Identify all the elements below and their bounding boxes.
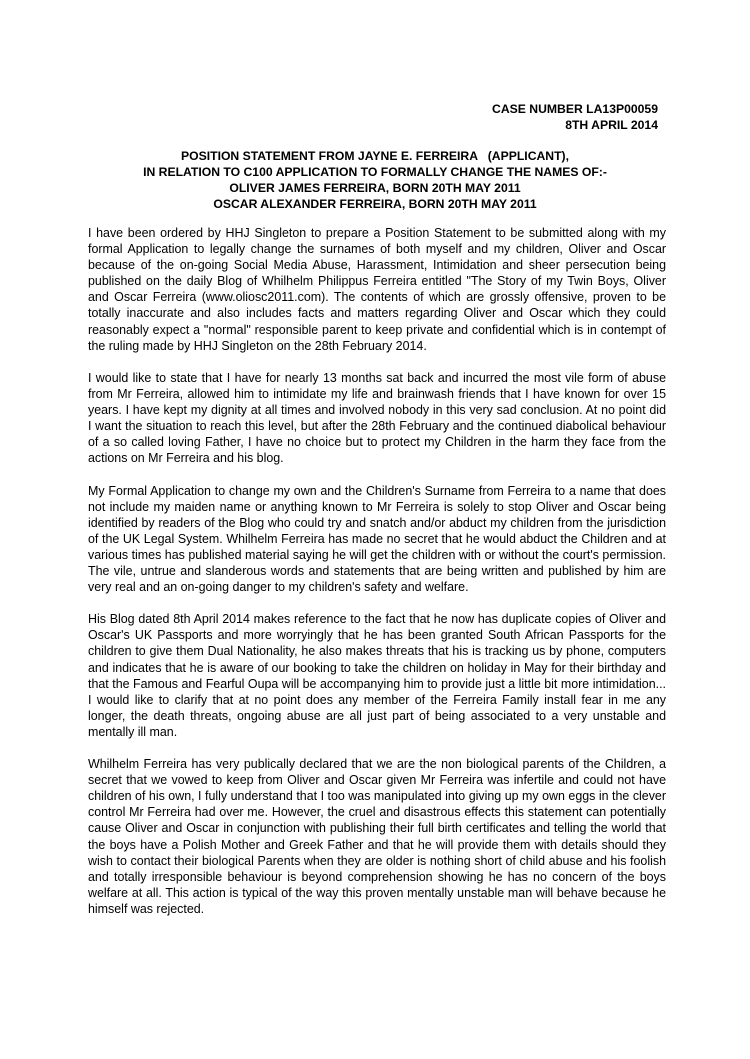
statement-body	[88, 225, 666, 933]
paragraph-5: Whilhelm Ferreira has very publically declared that we are the non biological parents of the Children, a secret that we vowed to keep from Oliver and Oscar given Mr Ferreira was infertile and could not have children of his own, I fully understand that I too was manipulated into giving up my own eggs in the clever control Mr Ferreira had over me. However, the cruel and disastrous effects this statement can potentially cause Oliver and Oscar in conjunction with publishing their full birth certificates and telling the world that the boys have a Polish Mother and Greek Father and that he will provide them with details should they wish to contact their biological Parents when they are older is nothing short of child abuse and his foolish and totally irresponsible behaviour is beyond comprehension showing he has no concern of the boys welfare at all. This action is typical of the way this proven mentally unstable man will behave because he himself was rejected.	[88, 757, 666, 916]
paragraph-3: My Formal Application to change my own and the Children's Surname from Ferreira to a name that does not include my maiden name or anything known to Mr Ferreira is solely to stop Oliver and Oscar being identified by readers of the Blog who could try and snatch and/or abduct my children from the jurisdiction of the UK Legal System. Whilhelm Ferreira has made no secret that he would abduct the Children and at various times has published material saying he will get the children with or without the court's permission. The vile, untrue and slanderous words and statements that are being written and published by him are very real and an on-going danger to my children's safety and welfare.	[88, 483, 666, 595]
title-line-1: POSITION STATEMENT FROM JAYNE E. FERREIRA (APPLICANT),	[181, 149, 569, 163]
title-line-4: OSCAR ALEXANDER FERREIRA, BORN 20TH MAY 2011	[213, 197, 537, 211]
case-header	[492, 101, 658, 133]
title-line-2: IN RELATION TO C100 APPLICATION TO FORMALLY CHANGE THE NAMES OF:-	[143, 165, 607, 179]
paragraph-2: I would like to state that I have for nearly 13 months sat back and incurred the most vile form of abuse from Mr Ferreira, allowed him to intimidate my life and brainwash friends that I have known for over 15 years. I have kept my dignity at all times and involved nobody in this very sad conclusion. At no point did I want the situation to reach this level, but after the 28th February and the continued diabolical behaviour of a so called loving Father, I have no choice but to protect my Children in the harm they face from the actions on Mr Ferreira and his blog.	[88, 370, 666, 466]
paragraph-1: I have been ordered by HHJ Singleton to prepare a Position Statement to be submitted along with my formal Application to legally change the surnames of both myself and my children, Oliver and Oscar because of the on-going Social Media Abuse, Harassment, Intimidation and sheer persecution being published on the daily Blog of Whilhelm Philippus Ferreira entitled "The Story of my Twin Boys, Oliver and Oscar Ferreira (www.oliosc2011.com). The contents of which are grossly offensive, proven to be totally inaccurate and also includes facts and matters regarding Oliver and Oscar which they could reasonably expect a "normal" responsible parent to keep private and confidential which is in contempt of the ruling made by HHJ Singleton on the 28th February 2014.	[88, 226, 666, 353]
paragraph-4: His Blog dated 8th April 2014 makes reference to the fact that he now has duplicate copies of Oliver and Oscar's UK Passports and more worryingly that he has been granted South African Passports for the children to give them Dual Nationality, he also makes threats that his is tracking us by phone, computers and indicates that he is aware of our booking to take the children on holiday in May for their birthday and that the Famous and Fearful Oupa will be accompanying him to provide just a little bit more intimidation... I would like to clarify that at no point does any member of the Ferreira Family install fear in me any longer, the death threats, ongoing abuse are all just part of being associated to a very unstable and mentally ill man.	[88, 612, 666, 739]
document-title	[85, 148, 665, 212]
title-line-3: OLIVER JAMES FERREIRA, BORN 20TH MAY 2011	[229, 181, 521, 195]
document-date: 8TH APRIL 2014	[565, 118, 658, 132]
case-number: CASE NUMBER LA13P00059	[492, 102, 658, 116]
